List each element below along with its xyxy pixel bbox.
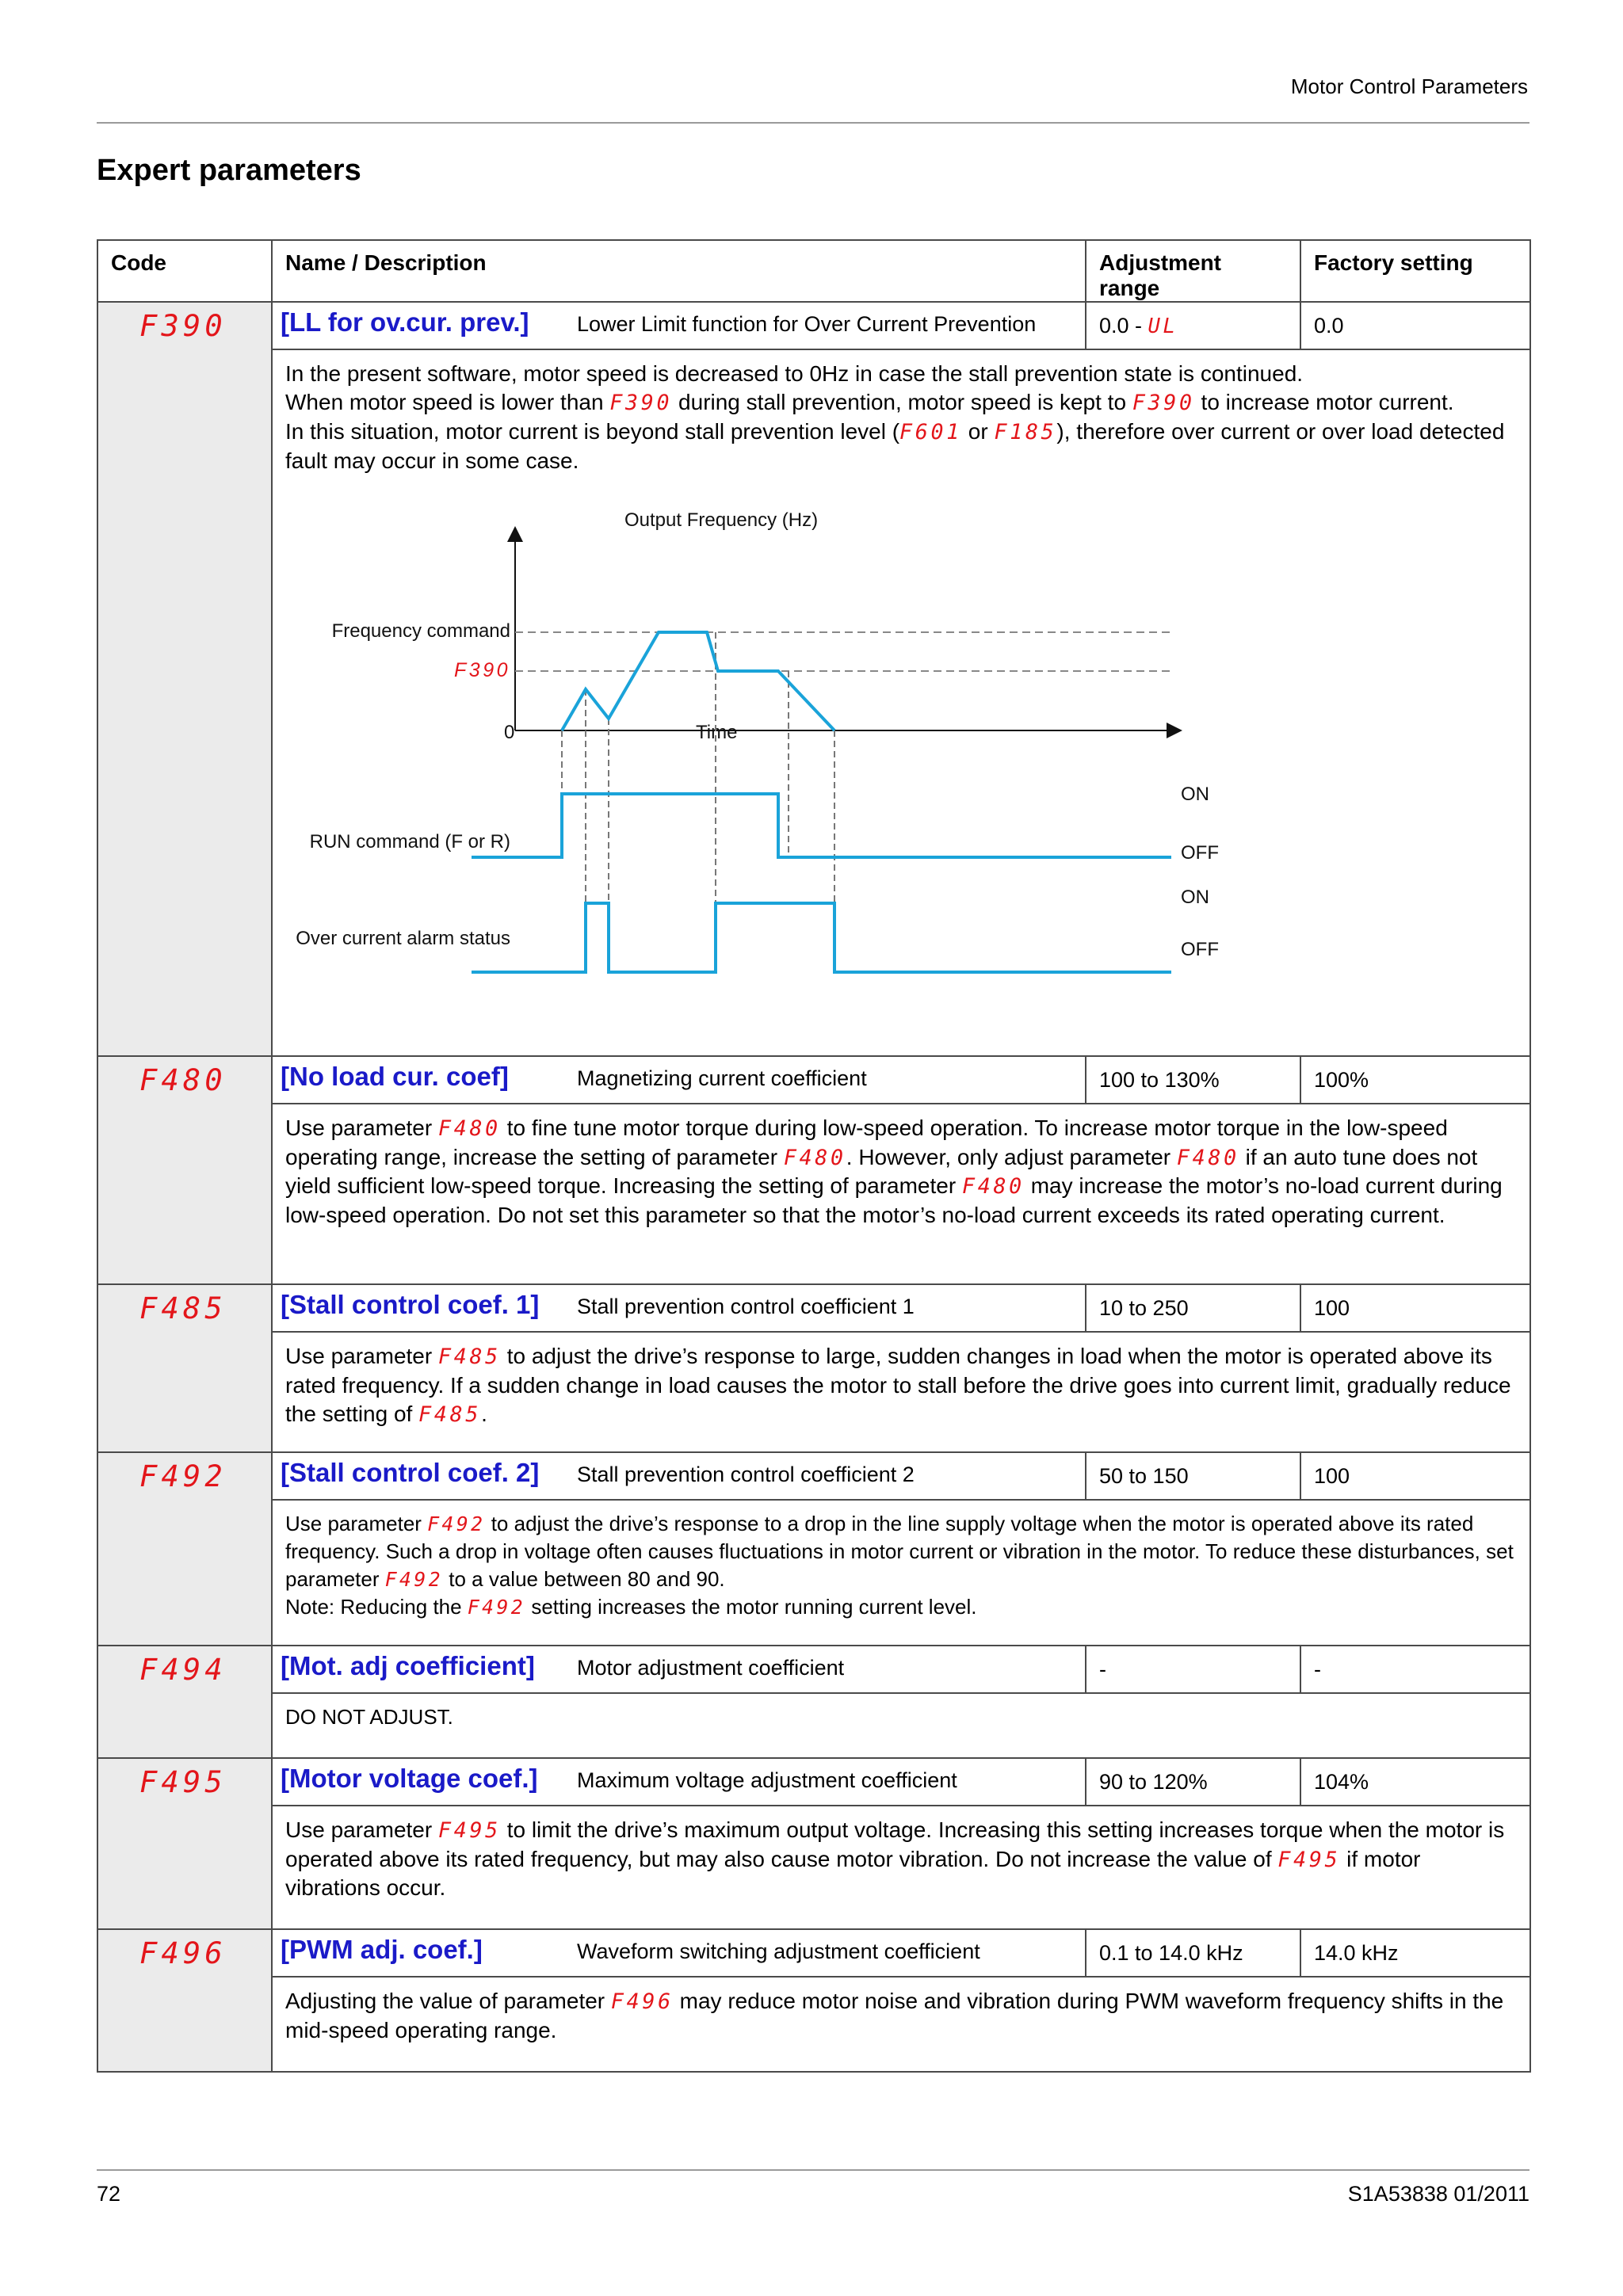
param-short-desc: Stall prevention control coefficient 2 bbox=[577, 1463, 915, 1486]
param-ref: F601 bbox=[899, 419, 962, 444]
code-cell bbox=[97, 1758, 272, 1929]
param-ref: F480 bbox=[783, 1145, 846, 1170]
output-frequency-trace bbox=[562, 632, 834, 730]
run-on-label: ON bbox=[1181, 783, 1209, 805]
name-cell bbox=[272, 302, 1086, 349]
param-code: F390 bbox=[139, 309, 227, 343]
param-detail bbox=[272, 1500, 1530, 1646]
range-cell bbox=[1086, 302, 1300, 349]
name-cell bbox=[272, 1284, 1086, 1332]
zero-label: 0 bbox=[504, 721, 515, 743]
param-ref: F390 bbox=[609, 391, 673, 416]
param-ref: F492 bbox=[384, 1568, 444, 1592]
name-cell bbox=[272, 1452, 1086, 1500]
param-code: F485 bbox=[139, 1291, 227, 1325]
param-detail: Use parameter F480 to fine tune motor torque during low-speed operation. To increase motor torque in the low-speed operating range, increase the setting of parameter F480. However, only adjust parameter F480 if an auto tune does not yield sufficient low-speed torque. Increasing the setting of parameter F480 may increase the motor’s no-load current during low-speed operation. Do not set this parameter so that the motor’s no-load current exceeds its rated operating current. bbox=[272, 1104, 1530, 1284]
param-name: [Mot. adj coefficient] bbox=[281, 1651, 535, 1680]
param-short-desc: Maximum voltage adjustment coefficient bbox=[577, 1768, 957, 1792]
y-axis-label: Output Frequency (Hz) bbox=[624, 509, 819, 531]
run-command-trace bbox=[472, 794, 1171, 857]
param-short-desc: Magnetizing current coefficient bbox=[577, 1066, 867, 1090]
param-ref: F492 bbox=[427, 1512, 486, 1535]
page-number: 72 bbox=[97, 2182, 121, 2206]
document-reference: S1A53838 01/2011 bbox=[1347, 2182, 1529, 2206]
param-short-desc: Stall prevention control coefficient 1 bbox=[577, 1295, 915, 1318]
param-ref: F492 bbox=[467, 1596, 526, 1619]
factory-cell: 0.0 bbox=[1300, 302, 1530, 349]
table-row bbox=[97, 1056, 1530, 1104]
range-cell: 100 to 130% bbox=[1086, 1056, 1300, 1104]
table-row-detail bbox=[97, 1806, 1530, 1929]
param-short-desc: Motor adjustment coefficient bbox=[577, 1656, 845, 1680]
table-row bbox=[97, 1452, 1530, 1500]
detail-paragraph: In this situation, motor current is beyond stall prevention level (F601 or F185), therefore over current or over load detected fault may occur in some case. bbox=[285, 418, 1505, 473]
param-detail: DO NOT ADJUST. bbox=[272, 1693, 1530, 1758]
param-name: [Stall control coef. 1] bbox=[281, 1290, 540, 1319]
param-ref: F390 bbox=[1132, 391, 1195, 416]
factory-cell: 100 bbox=[1300, 1284, 1530, 1332]
param-name: [Stall control coef. 2] bbox=[281, 1458, 540, 1487]
running-header: Motor Control Parameters bbox=[1290, 74, 1528, 98]
range-cell: 0.1 to 14.0 kHz bbox=[1086, 1929, 1300, 1977]
param-ref: F495 bbox=[1277, 1847, 1341, 1872]
param-ref: F495 bbox=[437, 1818, 501, 1843]
table-row-detail bbox=[97, 1332, 1530, 1452]
time-label: Time bbox=[696, 721, 738, 743]
range-cell: - bbox=[1086, 1646, 1300, 1693]
detail-paragraph: Use parameter F492 to adjust the drive’s response to a drop in the line supply voltage when the motor is operated above its rated frequency. Such a drop in voltage often causes fluctuations in motor current or vibration in the motor. To reduce these disturbances, set parameter F492 to a value between 80 and 90. bbox=[285, 1512, 1514, 1592]
range-cell: 90 to 120% bbox=[1086, 1758, 1300, 1806]
param-ref: F485 bbox=[418, 1402, 482, 1427]
parameter-table bbox=[97, 239, 1531, 2073]
freq-command-label: Frequency command bbox=[331, 620, 510, 642]
name-cell bbox=[272, 1646, 1086, 1693]
detail-paragraph: In the present software, motor speed is decreased to 0Hz in case the stall prevention state is continued. bbox=[285, 361, 1304, 386]
param-detail bbox=[272, 349, 1530, 1056]
param-ref: F485 bbox=[437, 1344, 501, 1369]
param-code: F494 bbox=[139, 1653, 227, 1687]
name-cell bbox=[272, 1056, 1086, 1104]
run-off-label: OFF bbox=[1181, 841, 1219, 864]
factory-cell: 14.0 kHz bbox=[1300, 1929, 1530, 1977]
param-ref: F185 bbox=[994, 419, 1057, 444]
limit-label: F390 bbox=[454, 658, 510, 681]
param-ref: F480 bbox=[1176, 1145, 1239, 1170]
table-header-row bbox=[97, 240, 1530, 302]
code-cell bbox=[97, 1929, 272, 2072]
range-cell: 50 to 150 bbox=[1086, 1452, 1300, 1500]
name-cell bbox=[272, 1929, 1086, 1977]
param-ref: F496 bbox=[610, 1989, 674, 2014]
code-cell bbox=[97, 1452, 272, 1646]
param-ref: F480 bbox=[437, 1116, 501, 1141]
name-cell bbox=[272, 1758, 1086, 1806]
stall-prevention-timing-diagram bbox=[285, 493, 1522, 1016]
factory-cell: 100% bbox=[1300, 1056, 1530, 1104]
header-rule bbox=[97, 122, 1529, 124]
header-code: Code bbox=[97, 240, 272, 302]
table-row-detail bbox=[97, 1693, 1530, 1758]
table-row-detail bbox=[97, 349, 1530, 1056]
table-row bbox=[97, 1646, 1530, 1693]
range-code: UL bbox=[1148, 315, 1178, 338]
param-ref: F480 bbox=[961, 1174, 1025, 1199]
param-code: F495 bbox=[139, 1765, 227, 1799]
table-row-detail bbox=[97, 1104, 1530, 1284]
header-name: Name / Description bbox=[272, 240, 1086, 302]
detail-note: Note: Reducing the F492 setting increases the motor running current level. bbox=[285, 1595, 977, 1619]
factory-cell: - bbox=[1300, 1646, 1530, 1693]
param-code: F492 bbox=[139, 1459, 227, 1493]
footer-rule bbox=[97, 2169, 1529, 2171]
table-row bbox=[97, 1929, 1530, 1977]
param-name: [LL for ov.cur. prev.] bbox=[281, 307, 529, 337]
code-cell bbox=[97, 302, 272, 1056]
param-detail: Use parameter F485 to adjust the drive’s response to large, sudden changes in load when the motor is operated above its rated frequency. If a sudden change in load causes the motor to stall before the drive goes into current limit, gradually reduce the setting of F485. bbox=[272, 1332, 1530, 1452]
alarm-status-trace bbox=[472, 903, 1171, 972]
alarm-off-label: OFF bbox=[1181, 938, 1219, 960]
param-name: [PWM adj. coef.] bbox=[281, 1935, 483, 1964]
alarm-on-label: ON bbox=[1181, 886, 1209, 908]
table-row-detail bbox=[97, 1977, 1530, 2072]
code-cell bbox=[97, 1056, 272, 1284]
code-cell bbox=[97, 1646, 272, 1758]
param-code: F496 bbox=[139, 1936, 227, 1970]
param-short-desc: Waveform switching adjustment coefficient bbox=[577, 1939, 980, 1963]
header-factory: Factory setting bbox=[1300, 240, 1530, 302]
header-range: Adjustment range bbox=[1086, 240, 1300, 302]
param-name: [Motor voltage coef.] bbox=[281, 1764, 538, 1793]
page-title: Expert parameters bbox=[97, 154, 361, 187]
param-name: [No load cur. coef] bbox=[281, 1062, 509, 1091]
param-short-desc: Lower Limit function for Over Current Prevention bbox=[577, 312, 1037, 336]
factory-cell: 104% bbox=[1300, 1758, 1530, 1806]
table-row bbox=[97, 1284, 1530, 1332]
param-code: F480 bbox=[139, 1063, 227, 1097]
alarm-status-label: Over current alarm status bbox=[296, 927, 510, 949]
table-row bbox=[97, 302, 1530, 349]
param-detail: Use parameter F495 to limit the drive’s maximum output voltage. Increasing this setting increases torque when the motor is operated above its rated frequency, but may also cause motor vibration. Do not increase the value of F495 if motor vibrations occur. bbox=[272, 1806, 1530, 1929]
run-command-label: RUN command (F or R) bbox=[309, 830, 510, 852]
range-prefix: 0.0 - bbox=[1099, 314, 1148, 338]
table-row-detail bbox=[97, 1500, 1530, 1646]
factory-cell: 100 bbox=[1300, 1452, 1530, 1500]
param-detail: Adjusting the value of parameter F496 may reduce motor noise and vibration during PWM waveform frequency shifts in the mid-speed operating range. bbox=[272, 1977, 1530, 2072]
table-row bbox=[97, 1758, 1530, 1806]
detail-paragraph: When motor speed is lower than F390 during stall prevention, motor speed is kept to F390 to increase motor current. bbox=[285, 390, 1454, 416]
range-cell: 10 to 250 bbox=[1086, 1284, 1300, 1332]
code-cell bbox=[97, 1284, 272, 1452]
